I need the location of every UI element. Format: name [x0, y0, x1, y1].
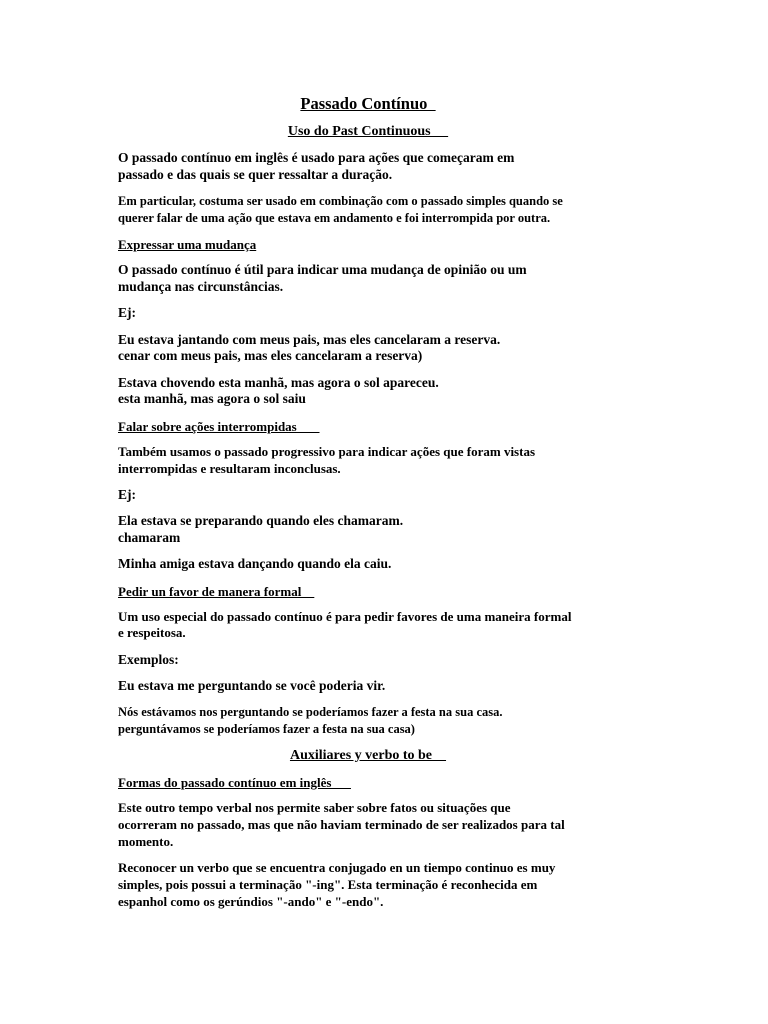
- paragraph-reconocer: [118, 860, 618, 910]
- heading-acoes-interrompidas: Falar sobre ações interrompidas: [118, 418, 320, 434]
- text-line: passado e das quais se quer ressaltar a duração.: [118, 166, 393, 182]
- example-festa: [118, 704, 618, 738]
- text-line: Eu estava jantando com meus pais, mas eles cancelaram a reserva.: [118, 331, 501, 347]
- text-line: Nós estávamos nos perguntando se poderíamos fazer a festa na sua casa.: [118, 705, 503, 720]
- text-line: interrompidas e resultaram inconclusas.: [118, 460, 341, 476]
- text-line: mudança nas circunstâncias.: [118, 278, 284, 294]
- text-line: Um uso especial do passado contínuo é para pedir favores de uma maneira formal: [118, 608, 572, 624]
- text-line: cenar com meus pais, mas eles cancelaram a reserva): [118, 348, 423, 364]
- text-line: perguntávamos se poderíamos fazer a festa na sua casa): [118, 722, 415, 737]
- section-title-uso: Uso do Past Continuous: [287, 124, 449, 139]
- paragraph-favor: [118, 609, 618, 643]
- label-ej: Ej:: [118, 305, 136, 321]
- text-line: Reconocer un verbo que se encuentra conjugado en un tiempo continuo es muy: [118, 860, 556, 876]
- page-title: Passado Contínuo: [300, 94, 436, 113]
- text-line: Ela estava se preparando quando eles chamaram.: [118, 513, 404, 529]
- heading-expressar-mudanca: Expressar uma mudança: [118, 237, 257, 253]
- text-line: querer falar de uma ação que estava em andamento e foi interrompida por outra.: [118, 210, 551, 225]
- paragraph-particular: [118, 193, 618, 227]
- paragraph-mudanca: [118, 262, 618, 296]
- text-line: O passado contínuo é útil para indicar uma mudança de opinião ou um: [118, 262, 527, 278]
- paragraph-interrompidas: [118, 444, 618, 478]
- example-perguntando: Eu estava me perguntando se você poderia vir.: [118, 677, 386, 693]
- example-dancando: Minha amiga estava dançando quando ela caiu.: [118, 556, 392, 572]
- text-line: ocorreram no passado, mas que não haviam terminado de ser realizados para tal: [118, 817, 565, 833]
- example-chovendo: [118, 375, 618, 409]
- text-line: espanhol como os gerúndios "-ando" e "-endo".: [118, 893, 384, 909]
- section-title-auxiliares: Auxiliares y verbo to be: [289, 748, 447, 764]
- text-line: Estava chovendo esta manhã, mas agora o sol apareceu.: [118, 374, 439, 390]
- label-exemplos: Exemplos:: [118, 651, 179, 667]
- text-line: Também usamos o passado progressivo para indicar ações que foram vistas: [118, 443, 535, 459]
- paragraph-tempo-verbal: [118, 800, 618, 850]
- label-ej: Ej:: [118, 486, 136, 502]
- text-line: Em particular, costuma ser usado em combinação com o passado simples quando se: [118, 194, 563, 209]
- paragraph-intro: [118, 150, 618, 184]
- example-preparando: [118, 513, 618, 547]
- text-line: O passado contínuo em inglês é usado para ações que começaram em: [118, 150, 515, 165]
- heading-formas: Formas do passado contínuo em inglês: [118, 775, 351, 791]
- text-line: momento.: [118, 833, 174, 849]
- text-line: simples, pois possui a terminação "-ing". Esta terminação é reconhecida em: [118, 877, 538, 893]
- example-jantando: [118, 332, 618, 366]
- text-line: Este outro tempo verbal nos permite saber sobre fatos ou situações que: [118, 800, 511, 816]
- text-line: esta manhã, mas agora o sol saiu: [118, 391, 306, 407]
- heading-pedir-favor: Pedir un favor de manera formal: [118, 583, 315, 599]
- text-line: chamaram: [118, 529, 181, 545]
- document-body: [118, 94, 618, 920]
- text-line: e respeitosa.: [118, 625, 186, 641]
